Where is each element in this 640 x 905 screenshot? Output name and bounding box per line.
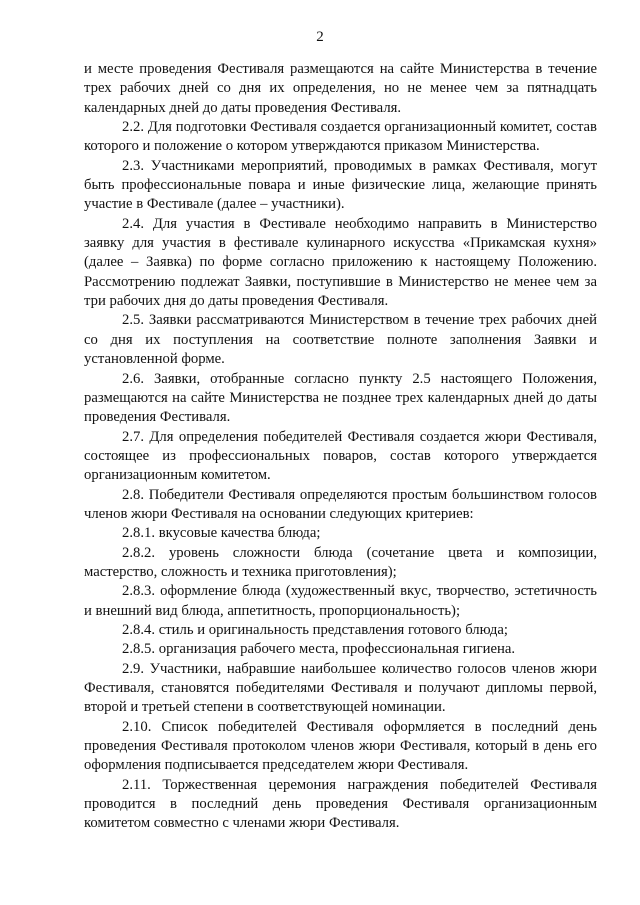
- paragraph-2-5: 2.5. Заявки рассматриваются Министерством в течение трех рабочих дней со дня их поступления на соответствие полноте заполнения Заявки и установленной форме.: [84, 312, 597, 368]
- paragraph-2-8: 2.8. Победители Фестиваля определяются простым большинством голосов членов жюри Фестиваля на основании следующих критериев:: [84, 486, 597, 522]
- paragraph-2-7: 2.7. Для определения победителей Фестиваля создается жюри Фестиваля, состоящее из профессиональных поваров, состав которого утверждается организационным комитетом.: [84, 428, 597, 484]
- paragraph-2-6: 2.6. Заявки, отобранные согласно пункту 2.5 настоящего Положения, размещаются на сайте Министерства не позднее трех календарных дней до даты проведения Фестиваля.: [84, 370, 597, 426]
- paragraph-2-4: 2.4. Для участия в Фестивале необходимо направить в Министерство заявку для участия в фестивале кулинарного искусства «Прикамская кухня» (далее – Заявка) по форме согласно приложению к настоящему Положению. Рассмотрению подлежат Заявки, поступившие в Министерство не менее чем за три рабочих дня до даты проведения Фестиваля.: [84, 215, 597, 310]
- paragraph-2-9: 2.9. Участники, набравшие наибольшее количество голосов членов жюри Фестиваля, становятся победителями Фестиваля и получают дипломы первой, второй и третьей степени в соответствующей номинации.: [84, 660, 597, 716]
- page-number: 2: [316, 29, 324, 45]
- paragraph-2-8-4: 2.8.4. стиль и оригинальность представления готового блюда;: [122, 621, 508, 638]
- document-body: [84, 60, 597, 834]
- paragraph-2-8-3: 2.8.3. оформление блюда (художественный вкус, творчество, эстетичность и внешний вид блюда, аппетитность, пропорциональность);: [84, 583, 597, 619]
- paragraph-2-10: 2.10. Список победителей Фестиваля оформляется в последний день проведения Фестиваля протоколом членов жюри Фестиваля, который в день его оформления подписывается председателем жюри Фестиваля.: [84, 718, 597, 774]
- paragraph-2-8-1: 2.8.1. вкусовые качества блюда;: [122, 525, 321, 542]
- paragraph-2-8-2: 2.8.2. уровень сложности блюда (сочетание цвета и композиции, мастерство, сложность и техника приготовления);: [84, 544, 597, 580]
- paragraph-2-3: 2.3. Участниками мероприятий, проводимых в рамках Фестиваля, могут быть профессиональные повара и иные физические лица, желающие принять участие в Фестивале (далее – участники).: [84, 157, 597, 213]
- paragraph-continuation: и месте проведения Фестиваля размещаются на сайте Министерства в течение трех рабочих дней со дня их определения, но не менее чем за пятнадцать календарных дней до даты проведения Фестиваля.: [84, 61, 597, 116]
- paragraph-2-2: 2.2. Для подготовки Фестиваля создается организационный комитет, состав которого и положение о котором утверждаются приказом Министерства.: [84, 119, 597, 155]
- paragraph-2-11: 2.11. Торжественная церемония награждения победителей Фестиваля проводится в последний день проведения Фестиваля организационным комитетом совместно с членами жюри Фестиваля.: [84, 776, 597, 832]
- paragraph-2-8-5: 2.8.5. организация рабочего места, профессиональная гигиена.: [122, 641, 516, 658]
